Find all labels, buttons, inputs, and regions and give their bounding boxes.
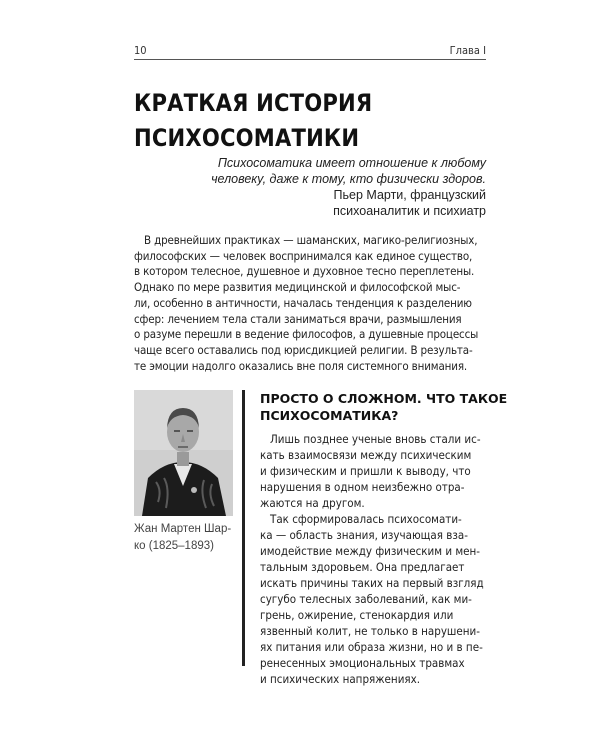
text-line: тальным здоровьем. Она предлагает — [260, 560, 465, 574]
section-body — [260, 431, 492, 687]
sidebar-divider — [242, 390, 245, 666]
portrait-photo — [134, 390, 233, 516]
text-line: ях питания или образа жизни, но и в пе- — [260, 640, 483, 654]
text-line: и физическим и пришли к выводу, что — [260, 464, 471, 478]
photo-caption — [134, 521, 234, 555]
text-line: сугубо телесных заболеваний, как ми- — [260, 592, 472, 606]
caption-line: Жан Мартен Шар- — [134, 523, 232, 535]
text-line: философских — человек воспринимался как единое существо, — [134, 248, 473, 263]
chapter-title-line: ПСИХОСОМАТИКИ — [134, 124, 360, 152]
chapter-title-line: КРАТКАЯ ИСТОРИЯ — [134, 89, 373, 117]
text-line: искать причины таких на первый взгляд — [260, 576, 484, 590]
text-line: чаще всего оставались под юрисдикцией религии. В результа- — [134, 342, 473, 357]
text-line: ренесенных эмоциональных травмах — [260, 656, 465, 670]
text-line: имодействие между физическим и мен- — [260, 544, 481, 558]
intro-paragraph — [134, 233, 490, 374]
chapter-label: Глава I — [449, 44, 486, 57]
text-line: кать взаимосвязи между психическим — [260, 448, 472, 462]
section-title — [260, 390, 508, 424]
chapter-title — [134, 86, 451, 156]
epigraph — [166, 155, 486, 219]
text-line: жаются на другом. — [260, 496, 365, 510]
text-line: В древнейших практиках — шаманских, магико-религиозных, — [144, 233, 478, 247]
text-line: Так сформировалась психосомати- — [270, 512, 462, 526]
text-line: те эмоции надолго оказались вне поля системного внимания. — [134, 358, 468, 373]
text-line: Однако по мере развития медицинской и философской мыс- — [134, 280, 461, 295]
text-line: в котором телесное, душевное и духовное тесно переплетены. — [134, 264, 475, 279]
text-line: ли, особенно в античности, началась тенденция к разделению — [134, 295, 472, 310]
text-line: ка — область знания, изучающая вза- — [260, 528, 468, 542]
section-title-line: ПРОСТО О СЛОЖНОМ. ЧТО ТАКОЕ — [260, 391, 508, 406]
text-line: нарушения в одном неизбежно отра- — [260, 480, 465, 494]
epigraph-quote-line: Психосоматика имеет отношение к любому — [217, 156, 486, 170]
text-line: Лишь позднее ученые вновь стали ис- — [270, 432, 481, 446]
text-line: грень, ожирение, стенокардия или — [260, 608, 454, 622]
text-line: язвенный колит, не только в нарушени- — [260, 624, 480, 638]
epigraph-author-line: Пьер Марти, французский — [333, 188, 486, 202]
epigraph-quote-line: человеку, даже к тому, кто физически здоров. — [211, 172, 486, 186]
running-header — [134, 44, 486, 60]
text-line: и психических напряжениях. — [260, 672, 421, 686]
epigraph-author-line: психоаналитик и психиатр — [333, 204, 486, 218]
page-number: 10 — [134, 44, 147, 57]
section-title-line: ПСИХОСОМАТИКА? — [260, 408, 399, 423]
portrait-illustration — [134, 390, 233, 516]
text-line: о разуме перешли в ведение философов, а душевные процессы — [134, 327, 479, 342]
caption-line: ко (1825–1893) — [134, 540, 214, 552]
text-line: сфер: лечением тела стали заниматься врачи, размышления — [134, 311, 462, 326]
